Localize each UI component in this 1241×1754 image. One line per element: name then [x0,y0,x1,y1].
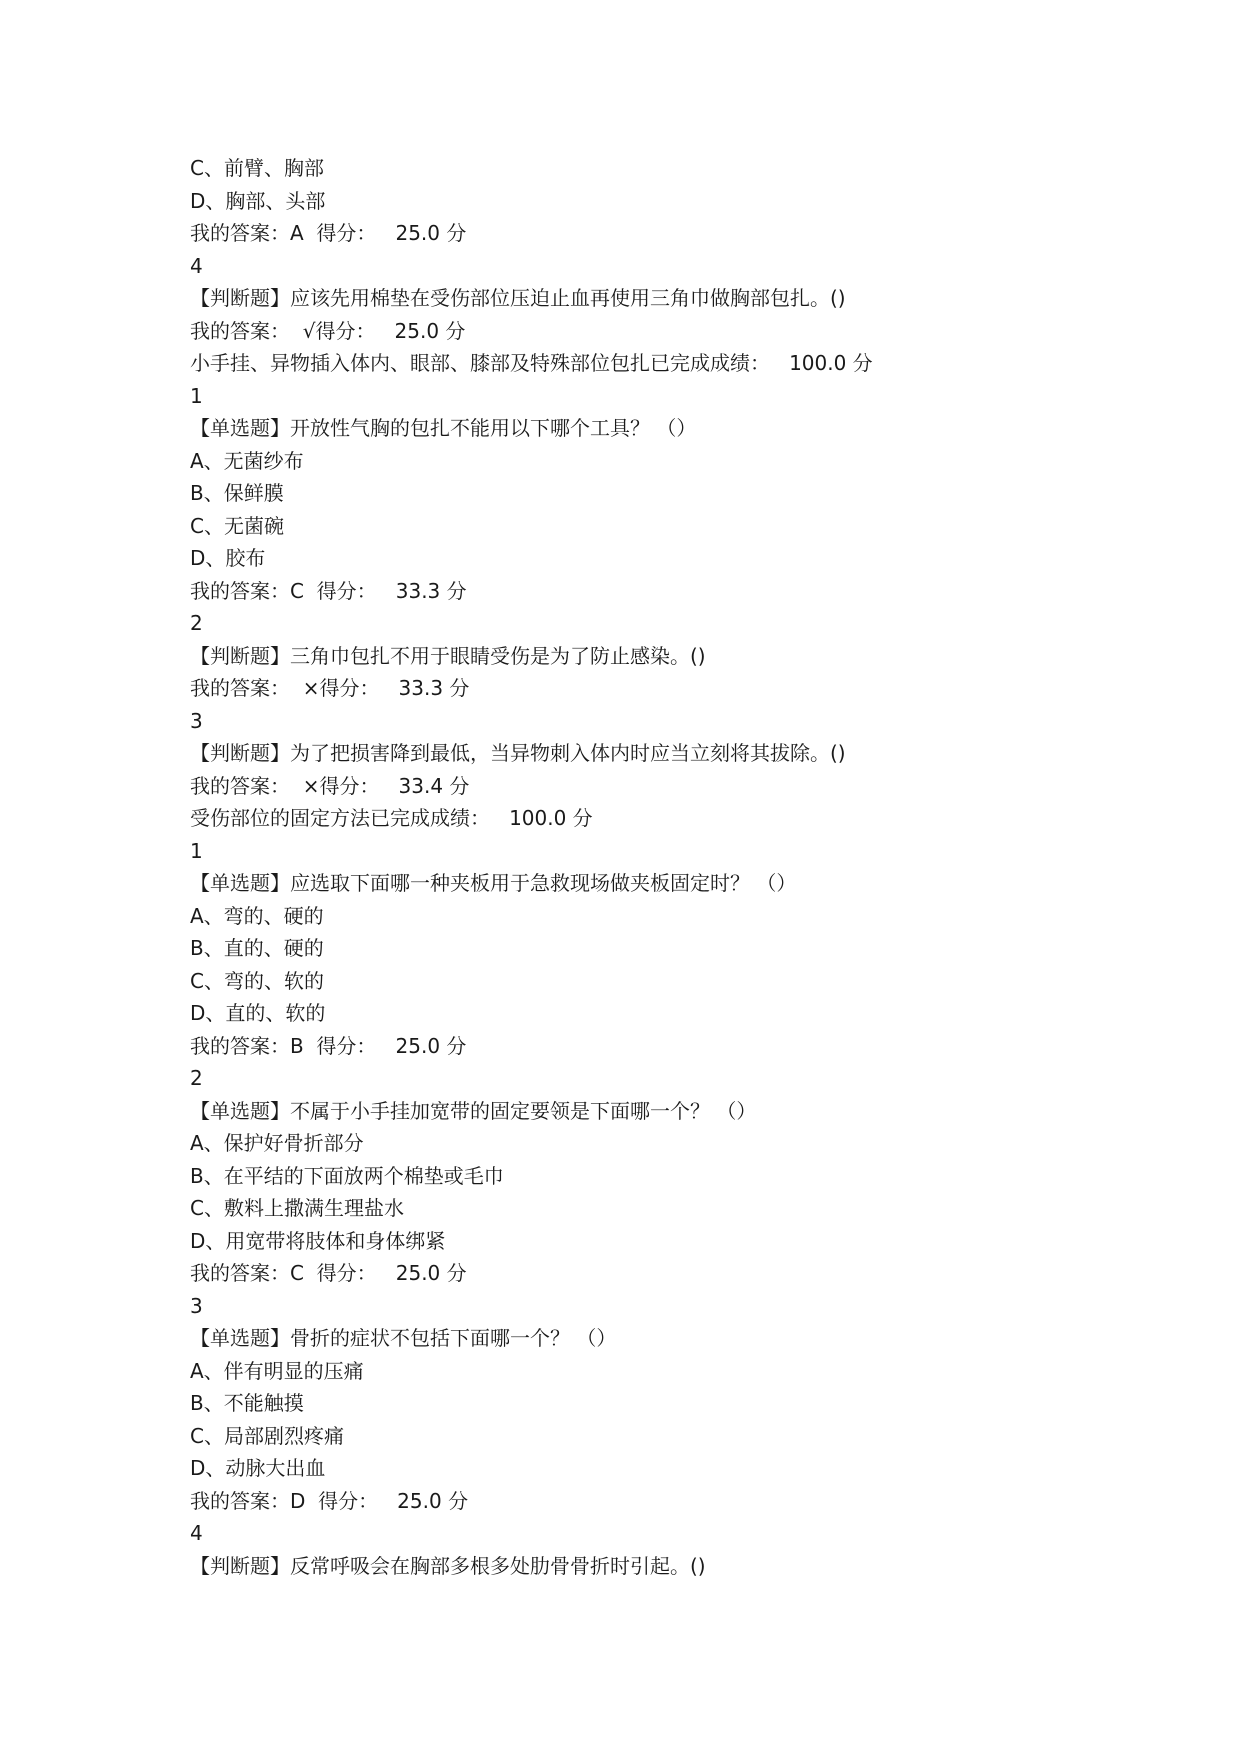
text-line: C、局部剧烈疼痛 [190,1423,344,1448]
text-line: C、前臂、胸部 [190,156,324,180]
text-line: A、保护好骨折部分 [190,1131,364,1155]
text-line: 【单选题】不属于小手挂加宽带的固定要领是下面哪一个？ （） [190,1098,757,1123]
text-line: 2 [190,611,203,635]
text-line: D、胸部、头部 [190,188,326,213]
text-line: B、不能触摸 [190,1391,304,1415]
text-line: 【判断题】三角巾包扎不用于眼睛受伤是为了防止感染。() [190,643,706,668]
text-line: 【单选题】骨折的症状不包括下面哪一个？ （） [190,1326,617,1350]
document-body [190,152,1150,1582]
text-line: B、直的、硬的 [190,936,324,960]
text-line: C、敷料上撒满生理盐水 [190,1196,404,1220]
text-line: D、胶布 [190,546,266,570]
text-line: B、保鲜膜 [190,481,284,505]
text-line: 4 [190,253,203,278]
text-line: D、动脉大出血 [190,1456,326,1480]
text-line: C、弯的、软的 [190,968,324,993]
text-line: B、在平结的下面放两个棉垫或毛巾 [190,1163,504,1188]
text-line: 1 [190,838,203,863]
text-line: 我的答案：D 得分： 25.0 分 [190,1488,469,1513]
text-line: A、伴有明显的压痛 [190,1358,364,1383]
text-line: 【判断题】反常呼吸会在胸部多根多处肋骨骨折时引起。() [190,1553,706,1578]
text-line: C、无菌碗 [190,513,284,538]
text-line: 我的答案：B 得分： 25.0 分 [190,1033,467,1058]
text-line: 【判断题】为了把损害降到最低，当异物刺入体内时应当立刻将其拔除。() [190,741,846,765]
text-line: 小手挂、异物插入体内、眼部、膝部及特殊部位包扎已完成成绩： 100.0 分 [190,351,873,375]
text-line: 我的答案： ×得分： 33.3 分 [190,676,470,700]
text-line: 我的答案： √得分： 25.0 分 [190,318,466,343]
text-line: 4 [190,1521,203,1545]
text-line: A、无菌纱布 [190,448,304,473]
text-line: 受伤部位的固定方法已完成成绩： 100.0 分 [190,806,593,830]
text-line: 我的答案：C 得分： 33.3 分 [190,578,467,603]
text-line: 【判断题】应该先用棉垫在受伤部位压迫止血再使用三角巾做胸部包扎。() [190,286,846,310]
text-line: 我的答案： ×得分： 33.4 分 [190,773,470,798]
text-line: D、直的、软的 [190,1001,326,1025]
text-line: 2 [190,1066,203,1090]
text-line: 我的答案：A 得分： 25.0 分 [190,221,467,245]
text-line: 1 [190,383,203,408]
text-line: 3 [190,1293,203,1318]
text-line: 【单选题】应选取下面哪一种夹板用于急救现场做夹板固定时？ （） [190,871,797,895]
text-line: A、弯的、硬的 [190,903,324,928]
text-line: D、用宽带将肢体和身体绑紧 [190,1228,446,1253]
text-line: 我的答案：C 得分： 25.0 分 [190,1261,467,1285]
text-line: 【单选题】开放性气胸的包扎不能用以下哪个工具？ （） [190,416,697,440]
text-line: 3 [190,708,203,733]
